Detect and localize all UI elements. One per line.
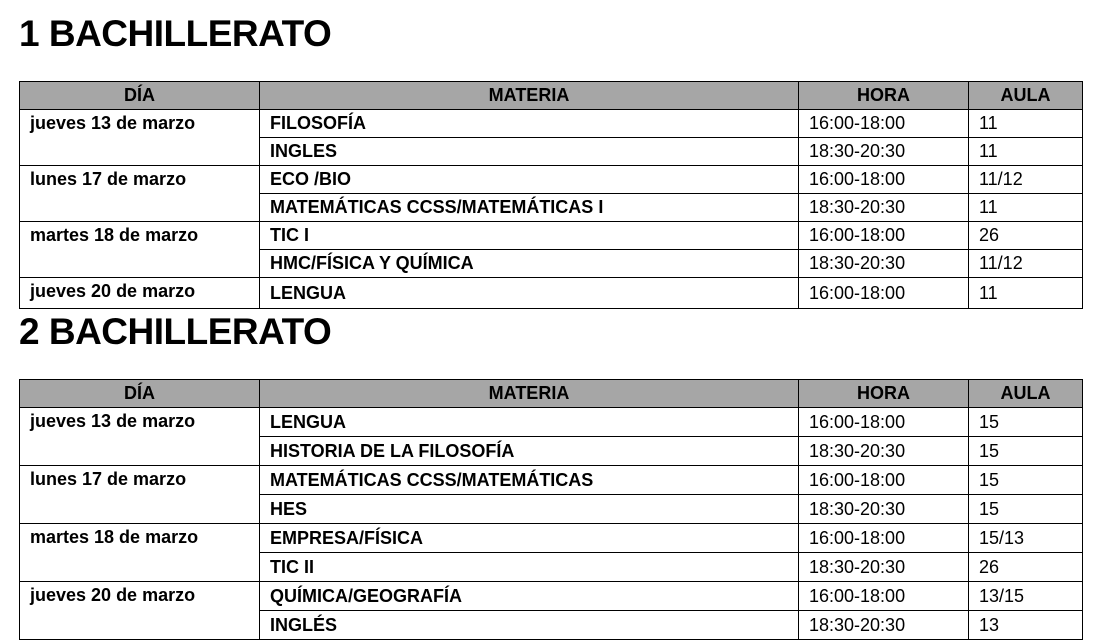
subject-cell: MATEMÁTICAS CCSS/MATEMÁTICAS I	[260, 194, 799, 222]
room-cell: 26	[969, 222, 1083, 250]
time-cell: 16:00-18:00	[799, 222, 969, 250]
room-cell: 11/12	[969, 166, 1083, 194]
room-cell: 11	[969, 194, 1083, 222]
room-cell: 11	[969, 138, 1083, 166]
section-title-1-bachillerato: 1 BACHILLERATO	[19, 13, 332, 54]
table-row	[20, 278, 1083, 309]
subject-cell: MATEMÁTICAS CCSS/MATEMÁTICAS	[260, 466, 799, 495]
time-cell: 18:30-20:30	[799, 194, 969, 222]
day-cell: jueves 13 de marzo	[20, 408, 260, 466]
table-row	[20, 524, 1083, 553]
subject-cell: HISTORIA DE LA FILOSOFÍA	[260, 437, 799, 466]
subject-cell: INGLES	[260, 138, 799, 166]
time-cell: 18:30-20:30	[799, 138, 969, 166]
room-cell: 11	[969, 110, 1083, 138]
schedule-table-1-bachillerato	[19, 81, 1083, 309]
day-cell: martes 18 de marzo	[20, 222, 260, 278]
day-cell: lunes 17 de marzo	[20, 466, 260, 524]
room-cell: 13/15	[969, 582, 1083, 611]
subject-cell: ECO /BIO	[260, 166, 799, 194]
room-cell: 13	[969, 611, 1083, 640]
day-cell: lunes 17 de marzo	[20, 166, 260, 222]
header-materia: MATERIA	[260, 82, 799, 110]
header-aula: AULA	[969, 82, 1083, 110]
time-cell: 18:30-20:30	[799, 437, 969, 466]
time-cell: 18:30-20:30	[799, 553, 969, 582]
subject-cell: LENGUA	[260, 278, 799, 309]
time-cell: 16:00-18:00	[799, 524, 969, 553]
table-row	[20, 166, 1083, 194]
time-cell: 18:30-20:30	[799, 495, 969, 524]
day-cell: jueves 20 de marzo	[20, 278, 260, 309]
table-row	[20, 582, 1083, 611]
subject-cell: HMC/FÍSICA Y QUÍMICA	[260, 250, 799, 278]
time-cell: 18:30-20:30	[799, 250, 969, 278]
time-cell: 16:00-18:00	[799, 408, 969, 437]
table-row	[20, 408, 1083, 437]
header-materia: MATERIA	[260, 380, 799, 408]
room-cell: 15	[969, 466, 1083, 495]
time-cell: 18:30-20:30	[799, 611, 969, 640]
room-cell: 11	[969, 278, 1083, 309]
room-cell: 15/13	[969, 524, 1083, 553]
table-row	[20, 466, 1083, 495]
subject-cell: TIC I	[260, 222, 799, 250]
header-aula: AULA	[969, 380, 1083, 408]
table-header-row	[20, 380, 1083, 408]
room-cell: 26	[969, 553, 1083, 582]
day-cell: jueves 13 de marzo	[20, 110, 260, 166]
time-cell: 16:00-18:00	[799, 582, 969, 611]
room-cell: 15	[969, 495, 1083, 524]
section-title-2-bachillerato: 2 BACHILLERATO	[19, 311, 332, 352]
time-cell: 16:00-18:00	[799, 166, 969, 194]
table-row	[20, 222, 1083, 250]
subject-cell: EMPRESA/FÍSICA	[260, 524, 799, 553]
subject-cell: QUÍMICA/GEOGRAFÍA	[260, 582, 799, 611]
day-cell: jueves 20 de marzo	[20, 582, 260, 640]
time-cell: 16:00-18:00	[799, 466, 969, 495]
subject-cell: INGLÉS	[260, 611, 799, 640]
room-cell: 11/12	[969, 250, 1083, 278]
table-row	[20, 110, 1083, 138]
header-hora: HORA	[799, 380, 969, 408]
time-cell: 16:00-18:00	[799, 278, 969, 309]
table-header-row	[20, 82, 1083, 110]
subject-cell: TIC II	[260, 553, 799, 582]
time-cell: 16:00-18:00	[799, 110, 969, 138]
subject-cell: FILOSOFÍA	[260, 110, 799, 138]
subject-cell: LENGUA	[260, 408, 799, 437]
schedule-table-2-bachillerato	[19, 379, 1083, 640]
header-hora: HORA	[799, 82, 969, 110]
room-cell: 15	[969, 408, 1083, 437]
header-dia: DÍA	[20, 82, 260, 110]
header-dia: DÍA	[20, 380, 260, 408]
subject-cell: HES	[260, 495, 799, 524]
day-cell: martes 18 de marzo	[20, 524, 260, 582]
room-cell: 15	[969, 437, 1083, 466]
